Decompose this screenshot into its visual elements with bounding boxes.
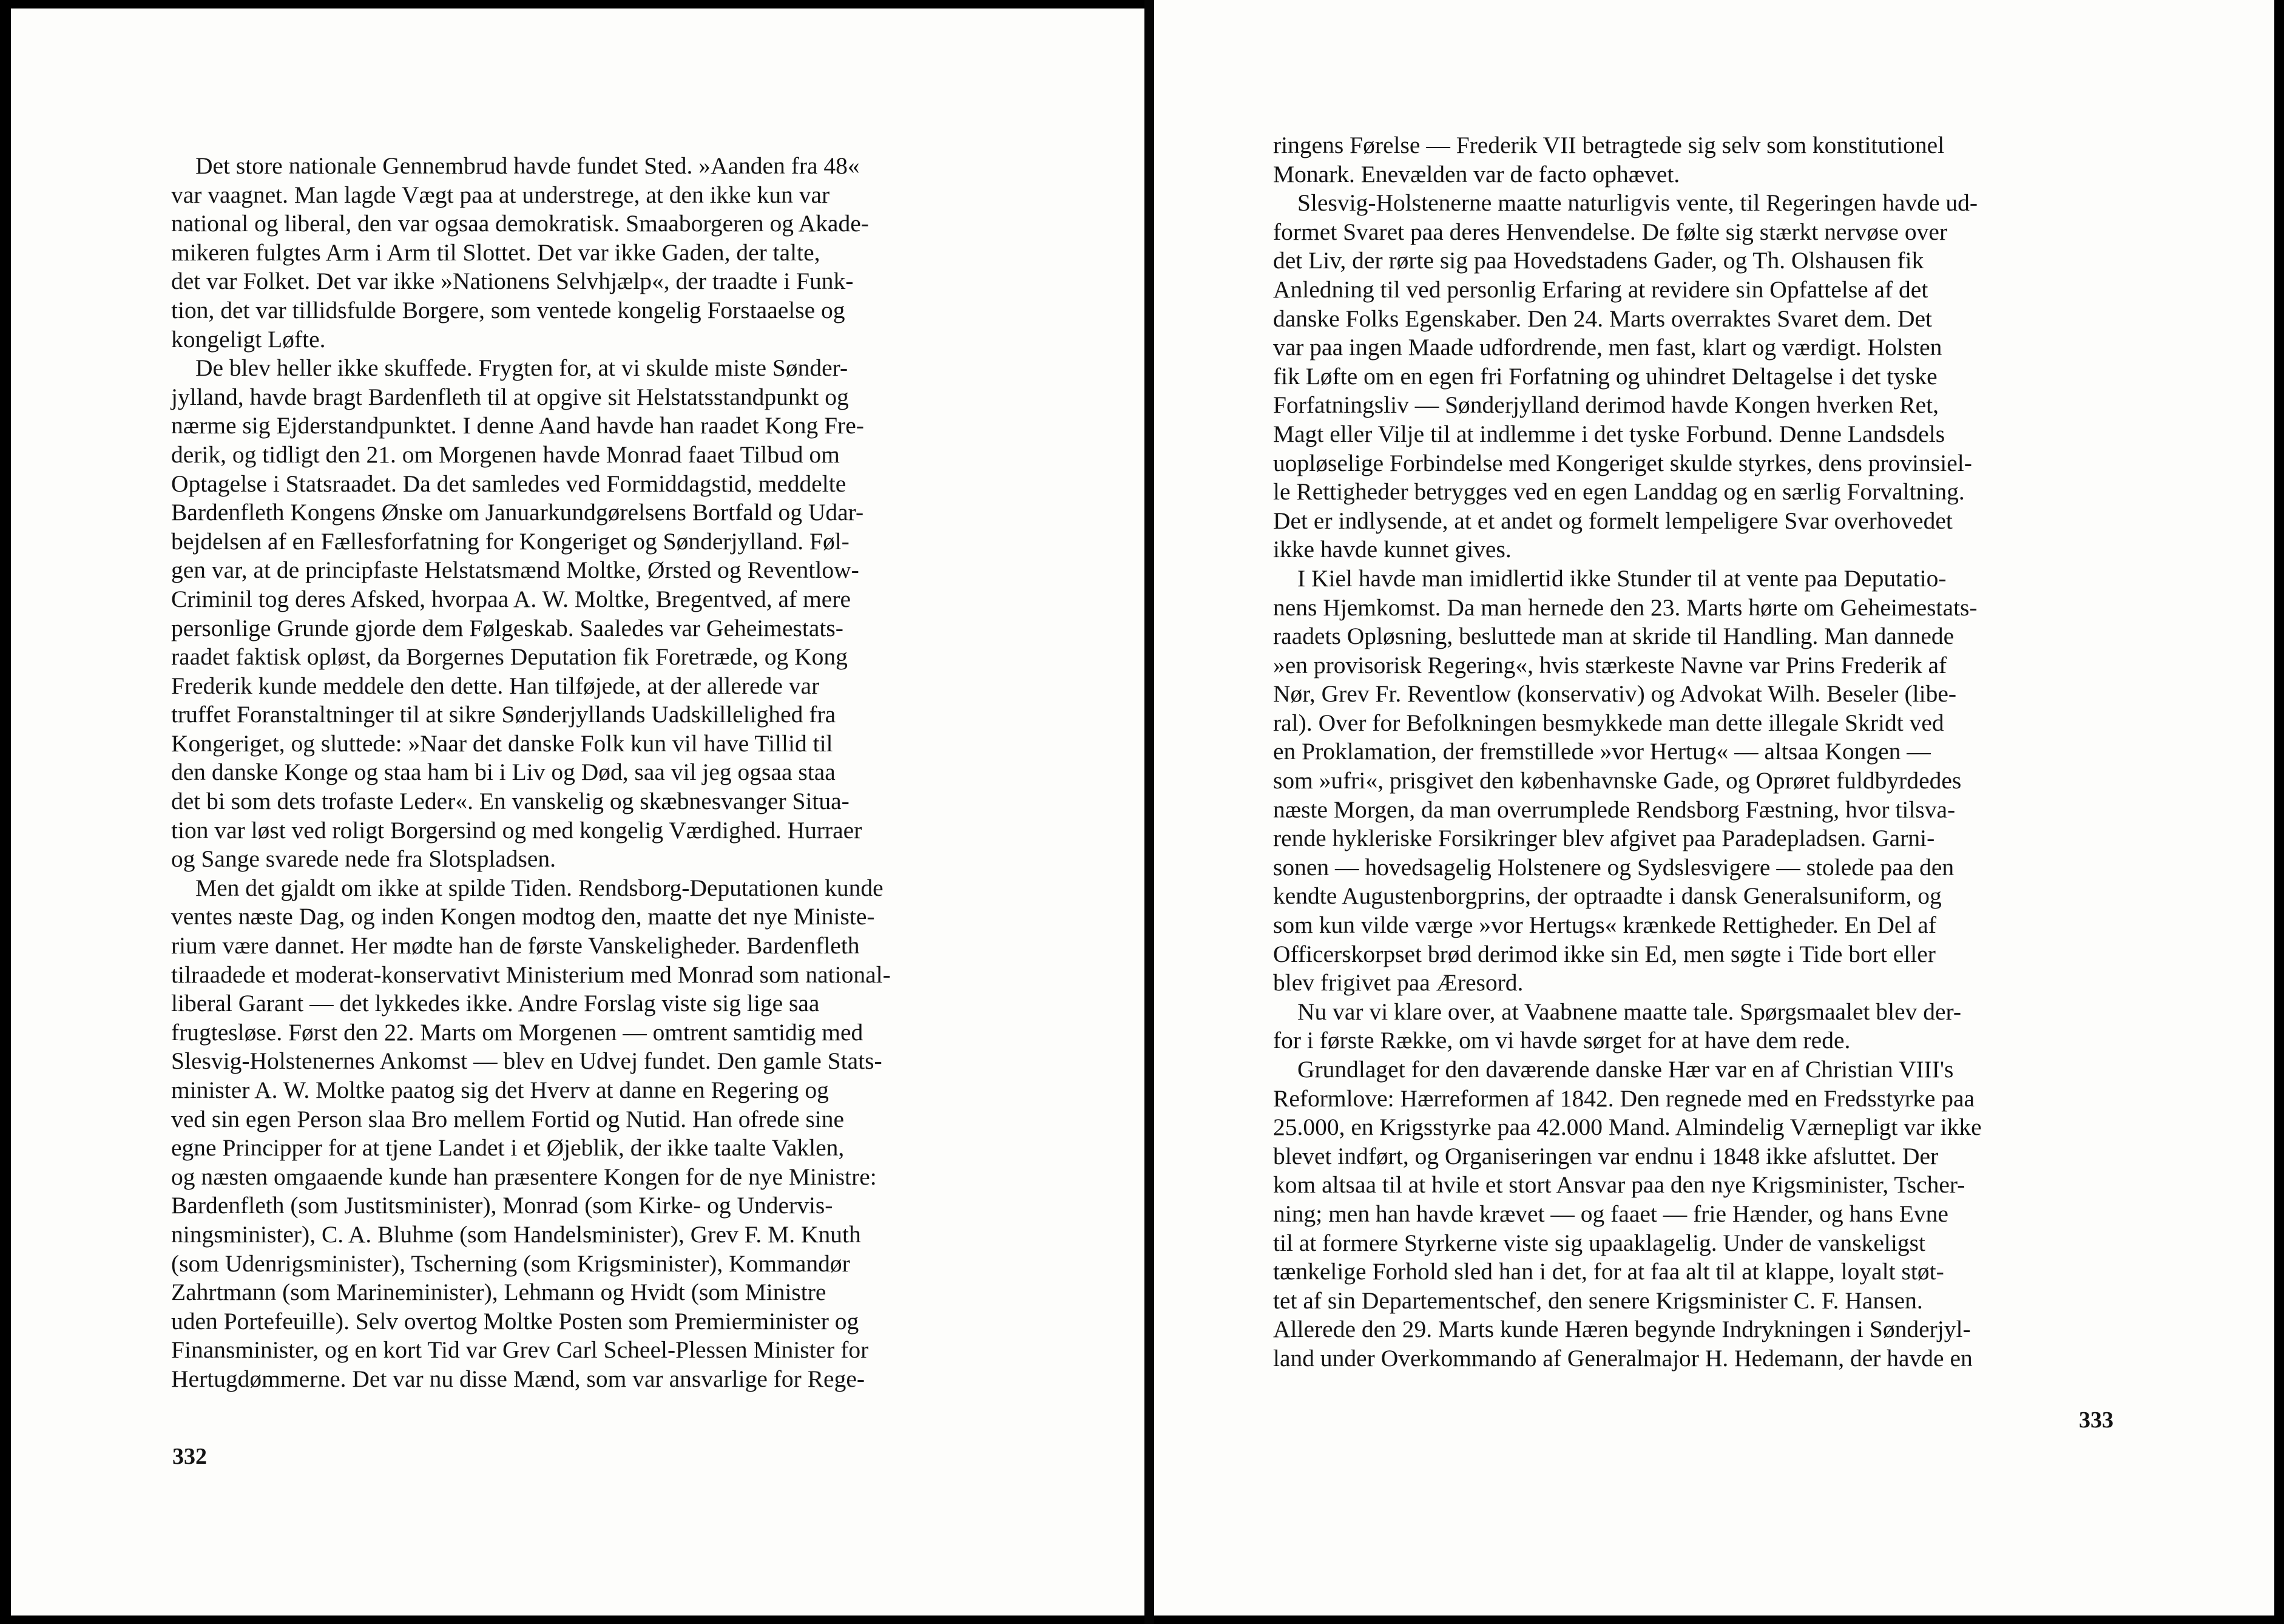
book-gutter bbox=[1144, 0, 1154, 1624]
text-line: ikke havde kunnet gives. bbox=[1273, 536, 1512, 563]
text-line: uopløselige Forbindelse med Kongeriget skulde styrkes, dens provinsiel- bbox=[1273, 449, 1972, 476]
text-line: tet af sin Departementschef, den senere Krigsminister C. F. Hansen. bbox=[1273, 1287, 1923, 1314]
text-line: for i første Række, om vi havde sørget for at have dem rede. bbox=[1273, 1027, 1851, 1054]
text-line: Magt eller Vilje til at indlemme i det tyske Forbund. Denne Landsdels bbox=[1273, 420, 1945, 447]
text-line: Optagelse i Statsraadet. Da det samledes ved Formiddagstid, meddelte bbox=[171, 470, 846, 497]
right-page-body bbox=[1273, 131, 2152, 1373]
text-line: blev frigivet paa Æresord. bbox=[1273, 969, 1524, 996]
text-line: Reformlove: Hærreformen af 1842. Den regnede med en Fredsstyrke paa bbox=[1273, 1084, 1975, 1112]
text-line: det Liv, der rørte sig paa Hovedstadens Gader, og Th. Olshausen fik bbox=[1273, 247, 1924, 274]
text-line: var vaagnet. Man lagde Vægt paa at understrege, at den ikke kun var bbox=[171, 181, 830, 208]
page-number: 332 bbox=[172, 1444, 207, 1469]
text-line: ringens Førelse — Frederik VII betragtede sig selv som konstitutionel bbox=[1273, 132, 1945, 158]
text-line: mikeren fulgtes Arm i Arm til Slottet. Det var ikke Gaden, der talte, bbox=[171, 239, 820, 266]
paragraph bbox=[1273, 189, 2152, 564]
text-line: Kongeriget, og sluttede: »Naar det danske Folk kun vil have Tillid til bbox=[171, 729, 833, 757]
text-line: ventes næste Dag, og inden Kongen modtog den, maatte det nye Ministe- bbox=[171, 903, 875, 930]
text-line: raadets Opløsning, besluttede man at skride til Handling. Man dannede bbox=[1273, 623, 1955, 650]
text-line: gen var, at de principfaste Helstatsmænd Moltke, Ørsted og Reventlow- bbox=[171, 557, 859, 584]
text-line: og næsten omgaaende kunde han præsentere Kongen for de nye Ministre: bbox=[171, 1163, 877, 1190]
text-line: nærme sig Ejderstandpunktet. I denne Aand havde han raadet Kong Fre- bbox=[171, 412, 864, 439]
text-line: Slesvig-Holstenerne maatte naturligvis vente, til Regeringen havde ud- bbox=[1297, 189, 1978, 217]
page-number: 333 bbox=[2079, 1407, 2113, 1433]
text-line: det bi som dets trofaste Leder«. En vanskelig og skæbnesvanger Situa- bbox=[171, 788, 850, 815]
text-line: rende hykleriske Forsikringer blev afgivet paa Paradepladsen. Garni- bbox=[1273, 825, 1935, 852]
text-line: og Sange svarede nede fra Slotspladsen. bbox=[171, 845, 556, 873]
paragraph bbox=[171, 874, 1051, 1394]
text-line: Nør, Grev Fr. Reventlow (konservativ) og Advokat Wilh. Beseler (libe- bbox=[1273, 680, 1957, 708]
text-line: egne Principper for at tjene Landet i et Øjeblik, der ikke taalte Vaklen, bbox=[171, 1134, 845, 1162]
right-page bbox=[1154, 0, 2274, 1616]
text-line: det var Folket. Det var ikke »Nationens Selvhjælp«, der traadte i Funk- bbox=[171, 268, 854, 295]
text-line: tion var løst ved roligt Borgersind og med kongelig Værdighed. Hurraer bbox=[171, 816, 862, 844]
text-line: »en provisorisk Regering«, hvis stærkeste Navne var Prins Frederik af bbox=[1273, 651, 1947, 678]
text-line: Nu var vi klare over, at Vaabnene maatte tale. Spørgsmaalet blev der- bbox=[1297, 998, 1962, 1025]
paragraph bbox=[171, 354, 1051, 874]
text-line: kendte Augustenborgprins, der optraadte i dansk Generalsuniform, og bbox=[1273, 882, 1942, 910]
text-line: raadet faktisk opløst, da Borgernes Deputation fik Foretræde, og Kong bbox=[171, 643, 848, 671]
text-line: Forfatningsliv — Sønderjylland derimod havde Kongen hverken Ret, bbox=[1273, 391, 1939, 419]
left-page bbox=[11, 8, 1144, 1616]
text-line: nens Hjemkomst. Da man hernede den 23. Marts hørte om Geheimestats- bbox=[1273, 594, 1978, 621]
text-line: I Kiel havde man imidlertid ikke Stunder til at vente paa Deputatio- bbox=[1297, 564, 1947, 592]
text-line: frugtesløse. Først den 22. Marts om Morgenen — omtrent samtidig med bbox=[171, 1018, 863, 1046]
text-line: Slesvig-Holstenernes Ankomst — blev en Udvej fundet. Den gamle Stats- bbox=[171, 1047, 882, 1075]
text-line: land under Overkommando af Generalmajor H. Hedemann, der havde en bbox=[1273, 1344, 1973, 1372]
text-line: Hertugdømmerne. Det var nu disse Mænd, som var ansvarlige for Rege- bbox=[171, 1365, 865, 1392]
text-line: minister A. W. Moltke paatog sig det Hverv at danne en Regering og bbox=[171, 1077, 829, 1103]
text-line: sonen — hovedsagelig Holstenere og Sydslesvigere — stolede paa den bbox=[1273, 853, 1955, 881]
text-line: tion, det var tillidsfulde Borgere, som ventede kongelig Forstaaelse og bbox=[171, 296, 845, 323]
text-line: formet Svaret paa deres Henvendelse. De følte sig stærkt nervøse over bbox=[1273, 218, 1948, 245]
text-line: ral). Over for Befolkningen besmykkede man dette illegale Skridt ved bbox=[1273, 709, 1944, 736]
text-line: uden Portefeuille). Selv overtog Moltke Posten som Premierminister og bbox=[171, 1307, 859, 1335]
text-line: ning; men han havde krævet — og faaet — frie Hænder, og hans Evne bbox=[1273, 1200, 1948, 1227]
text-line: Det store nationale Gennembrud havde fundet Sted. »Aanden fra 48« bbox=[195, 152, 860, 179]
text-line: Criminil tog deres Afsked, hvorpaa A. W. Moltke, Bregentved, af mere bbox=[171, 585, 851, 612]
text-line: tilraadede et moderat-konservativt Ministerium med Monrad som national- bbox=[171, 961, 891, 988]
text-line: tænkelige Forhold sled han i det, for at faa alt til at klappe, loyalt støt- bbox=[1273, 1258, 1944, 1285]
text-line: ningsminister), C. A. Bluhme (som Handelsminister), Grev F. M. Knuth bbox=[171, 1220, 861, 1248]
paragraph bbox=[1273, 1055, 2152, 1373]
text-line: den danske Konge og staa ham bi i Liv og Død, saa vil jeg ogsaa staa bbox=[171, 759, 836, 786]
text-line: Men det gjaldt om ikke at spilde Tiden. Rendsborg-Deputationen kunde bbox=[195, 874, 884, 901]
text-line: Finansminister, og en kort Tid var Grev Carl Scheel-Plessen Minister for bbox=[171, 1336, 869, 1364]
paragraph bbox=[1273, 564, 2152, 998]
paragraph bbox=[1273, 131, 2152, 189]
text-line: kongeligt Løfte. bbox=[171, 325, 326, 353]
paragraph bbox=[1273, 998, 2152, 1055]
text-line: en Proklamation, der fremstillede »vor Hertug« — altsaa Kongen — bbox=[1273, 738, 1931, 765]
text-line: til at formere Styrkerne viste sig upaaklagelig. Under de vanskeligst bbox=[1273, 1229, 1925, 1256]
text-line: næste Morgen, da man overrumplede Rendsborg Fæstning, hvor tilsva- bbox=[1273, 796, 1956, 823]
text-line: Bardenfleth Kongens Ønske om Januarkundgørelsens Bortfald og Udar- bbox=[171, 499, 864, 526]
text-line: Officerskorpset brød derimod ikke sin Ed, men søgte i Tide bort eller bbox=[1273, 940, 1936, 967]
text-line: derik, og tidligt den 21. om Morgenen havde Monrad faaet Tilbud om bbox=[171, 441, 840, 468]
text-line: rium være dannet. Her mødte han de første Vanskeligheder. Bardenfleth bbox=[171, 932, 860, 959]
text-line: Zahrtmann (som Marineminister), Lehmann og Hvidt (som Ministre bbox=[171, 1279, 826, 1306]
text-line: De blev heller ikke skuffede. Frygten for, at vi skulde miste Sønder- bbox=[195, 354, 848, 382]
paragraph bbox=[171, 152, 1051, 354]
text-line: fik Løfte om en egen fri Forfatning og uhindret Deltagelse i det tyske bbox=[1273, 362, 1938, 390]
text-line: var paa ingen Maade udfordrende, men fast, klart og værdigt. Holsten bbox=[1273, 334, 1942, 361]
text-line: personlige Grunde gjorde dem Følgeskab. Saaledes var Geheimestats- bbox=[171, 614, 843, 641]
scan-edge bbox=[0, 0, 11, 1624]
text-line: Det er indlysende, at et andet og formelt lempeligere Svar overhovedet bbox=[1273, 507, 1953, 534]
text-line: Bardenfleth (som Justitsminister), Monrad (som Kirke- og Undervis- bbox=[171, 1192, 833, 1219]
text-line: kom altsaa til at hvile et stort Ansvar paa den nye Krigsminister, Tscher- bbox=[1273, 1171, 1965, 1199]
text-line: Monark. Enevælden var de facto ophævet. bbox=[1273, 160, 1680, 188]
text-line: le Rettigheder betrygges ved en egen Landdag og en særlig Forvaltning. bbox=[1273, 478, 1965, 506]
text-line: blevet indført, og Organiseringen var endnu i 1848 ikke afsluttet. Der bbox=[1273, 1142, 1939, 1169]
text-line: som »ufri«, prisgivet den københavnske Gade, og Oprøret fuldbyrdedes bbox=[1273, 767, 1962, 794]
text-line: (som Udenrigsminister), Tscherning (som Krigsminister), Kommandør bbox=[171, 1250, 850, 1277]
text-line: jylland, havde bragt Bardenfleth til at opgive sit Helstatsstandpunkt og bbox=[171, 383, 849, 410]
text-line: ved sin egen Person slaa Bro mellem Fortid og Nutid. Han ofrede sine bbox=[171, 1105, 845, 1132]
text-line: liberal Garant — det lykkedes ikke. Andre Forslag viste sig lige saa bbox=[171, 990, 820, 1017]
text-line: Grundlaget for den daværende danske Hær var en af Christian VIII's bbox=[1297, 1056, 1954, 1083]
text-line: bejdelsen af en Fællesforfatning for Kongeriget og Sønderjylland. Føl- bbox=[171, 527, 850, 555]
text-line: national og liberal, den var ogsaa demokratisk. Smaaborgeren og Akade- bbox=[171, 210, 869, 237]
text-line: Frederik kunde meddele den dette. Han tilføjede, at der allerede var bbox=[171, 672, 820, 699]
text-line: 25.000, en Krigsstyrke paa 42.000 Mand. Almindelig Værnepligt var ikke bbox=[1273, 1114, 1982, 1141]
left-page-body bbox=[171, 152, 1051, 1394]
text-line: danske Folks Egenskaber. Den 24. Marts overraktes Svaret dem. Det bbox=[1273, 305, 1932, 332]
text-line: truffet Foranstaltninger til at sikre Sønderjyllands Uadskillelighed fra bbox=[171, 701, 836, 728]
text-line: Allerede den 29. Marts kunde Hæren begynde Indrykningen i Sønderjyl- bbox=[1273, 1316, 1971, 1343]
text-line: Anledning til ved personlig Erfaring at revidere sin Opfattelse af det bbox=[1273, 276, 1928, 303]
text-line: som kun vilde værge »vor Hertugs« krænkede Rettigheder. En Del af bbox=[1273, 912, 1936, 939]
